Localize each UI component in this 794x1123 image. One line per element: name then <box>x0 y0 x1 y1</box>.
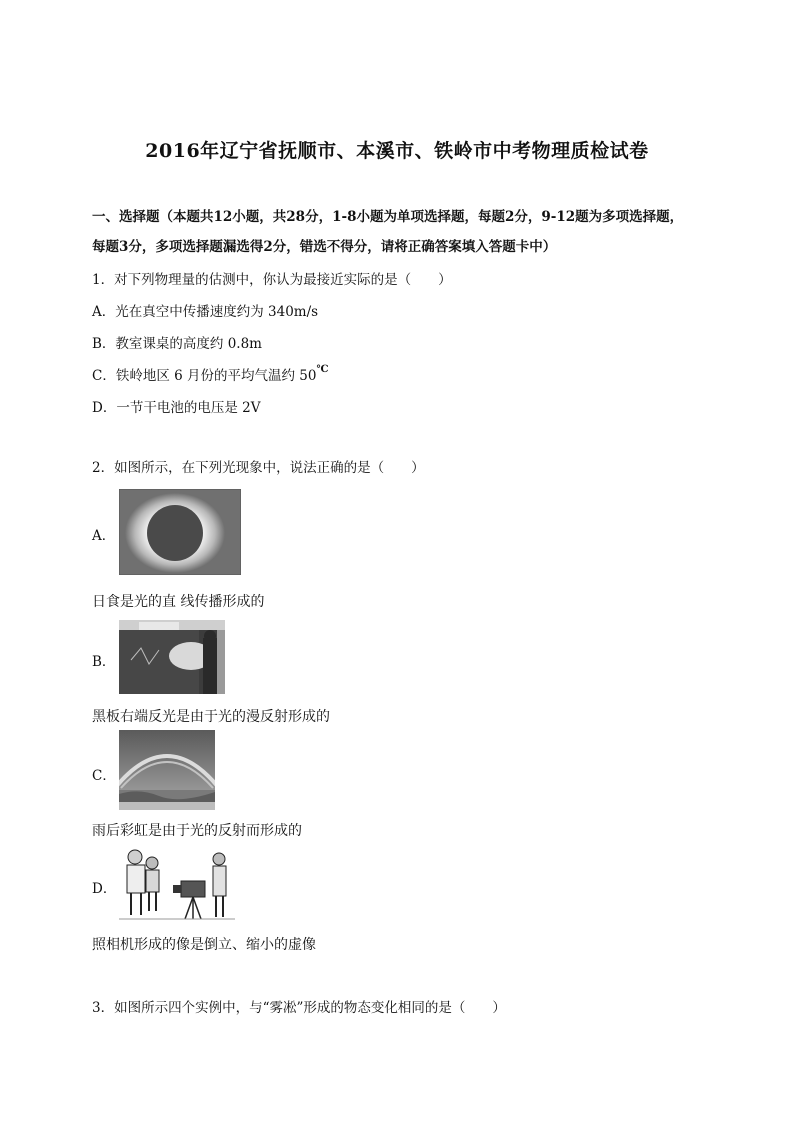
question-2-option-a-letter: A． <box>92 528 116 544</box>
question-2-option-c-letter: C． <box>92 768 116 784</box>
question-1-option-b: B．教室课桌的高度约 0.8m <box>92 336 262 352</box>
question-1-option-d: D．一节干电池的电压是 2V <box>92 400 261 416</box>
rainbow-photo <box>119 730 215 810</box>
section-header-line2: 每题3分，多项选择题漏选得2分，错选不得分，请将正确答案填入答题卡中） <box>92 239 557 255</box>
question-2-option-a-caption: 日食是光的直 线传播形成的 <box>92 594 265 610</box>
solar-eclipse-photo <box>119 489 241 575</box>
section-header-line1: 一、选择题（本题共12小题，共28分，1-8小题为单项选择题，每题2分，9-12题为多项选择题， <box>92 209 684 225</box>
question-2-option-d-letter: D． <box>92 881 117 897</box>
blackboard-glare-photo <box>119 620 225 694</box>
page-title: 2016年辽宁省抚顺市、本溪市、铁岭市中考物理质检试卷 <box>145 140 649 162</box>
celsius-unit: ℃ <box>316 364 329 375</box>
camera-cartoon <box>119 845 235 923</box>
option-c-text: C．铁岭地区 6 月份的平均气温约 50 <box>92 368 317 384</box>
question-3-stem: 3．如图所示四个实例中，与“雾凇”形成的物态变化相同的是（ ） <box>92 1000 506 1016</box>
question-2-option-d-caption: 照相机形成的像是倒立、缩小的虚像 <box>92 937 316 953</box>
question-1-option-c <box>92 364 328 384</box>
question-2-stem: 2．如图所示，在下列光现象中，说法正确的是（ ） <box>92 460 425 476</box>
question-2-option-b-letter: B． <box>92 654 116 670</box>
question-1-stem: 1．对下列物理量的估测中，你认为最接近实际的是（ ） <box>92 272 452 288</box>
question-1-option-a: A．光在真空中传播速度约为 340m/s <box>92 304 319 320</box>
question-2-option-b-caption: 黑板右端反光是由于光的漫反射形成的 <box>92 709 330 725</box>
question-2-option-c-caption: 雨后彩虹是由于光的反射而形成的 <box>92 823 302 839</box>
